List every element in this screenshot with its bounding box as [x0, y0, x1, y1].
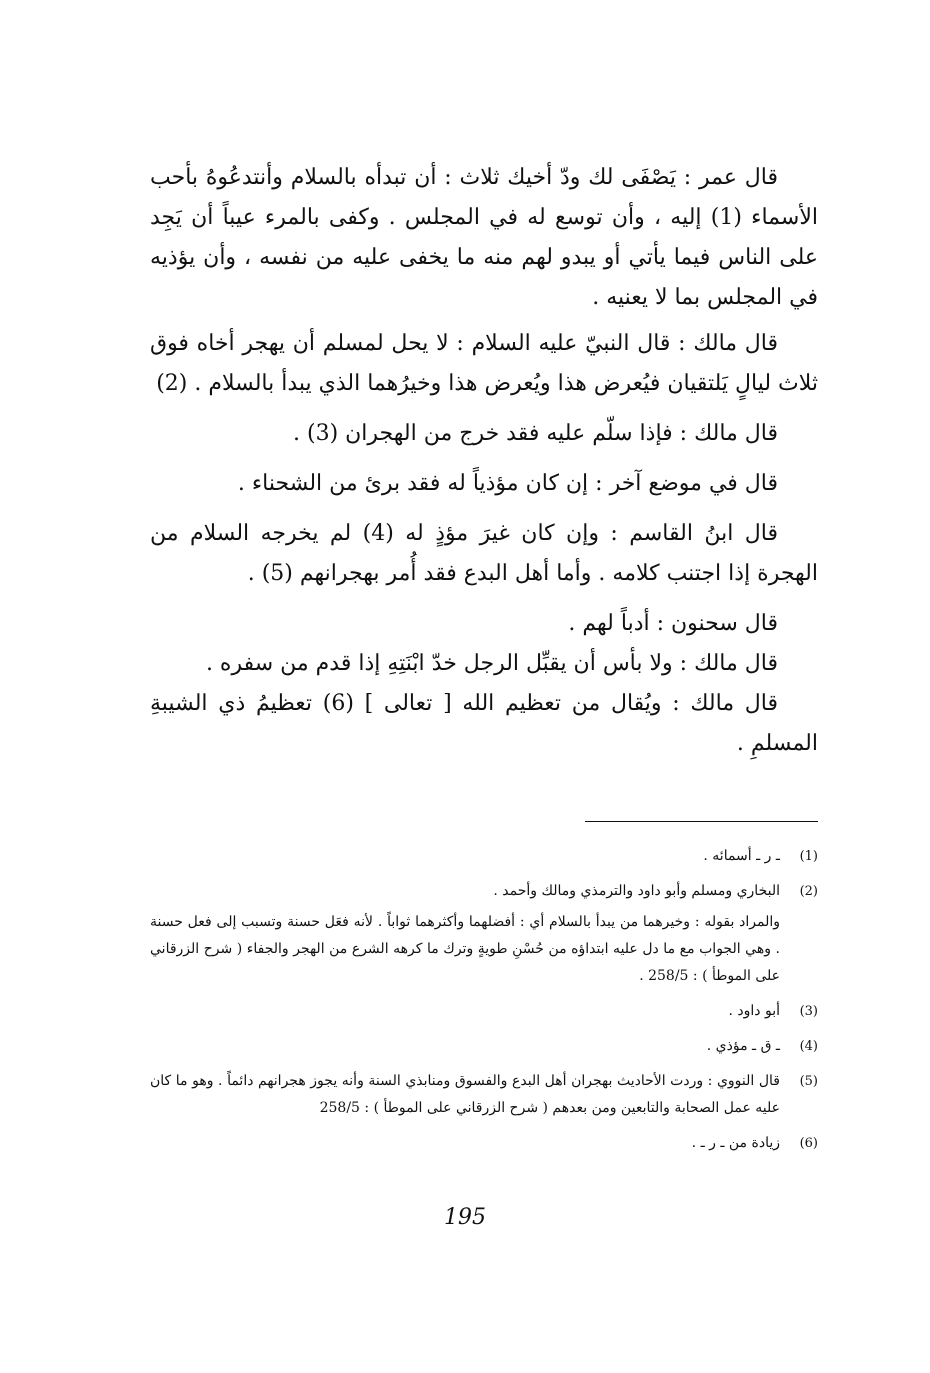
footnote-5: [150, 1068, 818, 1122]
page-number: 195: [444, 1205, 486, 1230]
paragraph-malik-hadith: قال مالك : قال النبيّ عليه السلام : لا يحل لمسلم أن يهجر أخاه فوق ثلاث ليالٍ يَلتقيان فيُعرض هذا ويُعرض هذا وخيرُهما الذي يبدأ بالسلام . (2): [150, 331, 818, 396]
paragraph-umar: قال عمر : يَصْفَى لك ودّ أخيك ثلاث : أن تبدأه بالسلام وأنتدعُوهُ بأحب الأسماء (1) إليه ، وأن توسع له في المجلس . وكفى بالمرء عيباً أن يَجِد على الناس فيما يأتي أو يبدو لهم منه ما يخفى عليه من نفسه ، وأن يؤذيه في المجلس بما لا يعنيه .: [150, 165, 818, 310]
footnote-text: والمراد بقوله : وخيرهما من يبدأ بالسلام أي : أفضلهما وأكثرهما ثواباً . لأنه فعَل حسنة وتسبب إلى فعل حسنة . وهي الجواب مع ما دل عليه ابتداؤه من حُسْنِ طويةٍ وترك ما كرهه الشرع من الهجر والجفاء ( شرح الزرقاني على الموطأ ) : 258/5 .: [150, 914, 780, 984]
footnote-3: [150, 998, 818, 1025]
footnote-text: أبو داود .: [728, 1003, 780, 1019]
footnote-text: قال النووي : وردت الأحاديث بهجران أهل البدع والفسوق ومنابذي السنة وأنه يجوز هجرانهم دائماً . وهو ما كان عليه عمل الصحابة والتابعين ومن بعدهم ( شرح الزرقاني على الموطأ ) : 258/5: [150, 1073, 780, 1116]
footnote-6: [150, 1130, 818, 1157]
footnote-number: (2): [799, 884, 818, 899]
paragraph-ibn-qasim: قال ابنُ القاسم : وإن كان غيرَ مؤذٍ له (4) لم يخرجه السلام من الهجرة إذا اجتنب كلامه . وأما أهل البدع فقد أُمر بهجرانهم (5) .: [150, 521, 818, 586]
footnote-1: [150, 843, 818, 870]
footnote-4: [150, 1033, 818, 1060]
footnote-number: (4): [799, 1039, 818, 1054]
paragraph-malik-kiss: قال مالك : ولا بأس أن يقبِّل الرجل خدّ ابْنَتِهِ إذا قدم من سفره .: [205, 651, 778, 676]
footnote-text: ـ ر ـ أسمائه .: [703, 848, 780, 864]
footnote-number: (3): [799, 1004, 818, 1019]
paragraph-sahnun: قال سحنون : أدباً لهم .: [568, 611, 778, 636]
footnote-2: [150, 878, 818, 905]
paragraph-malik-salam: قال مالك : فإذا سلّم عليه فقد خرج من الهجران (3) .: [293, 421, 778, 446]
footnote-number: (6): [799, 1136, 818, 1151]
footnote-number: (1): [799, 849, 818, 864]
paragraph-other-place: قال في موضع آخر : إن كان مؤذياً له فقد برئ من الشحناء .: [237, 471, 778, 496]
footnote-2-continuation: [150, 909, 818, 990]
paragraph-malik-elder: قال مالك : ويُقال من تعظيم الله [ تعالى ] (6) تعظيمُ ذي الشيبةِ المسلمِ .: [150, 691, 818, 756]
footnote-number: (5): [799, 1074, 818, 1089]
footnote-number: [780, 909, 818, 990]
main-text: [150, 158, 818, 764]
footnotes: [150, 843, 818, 1157]
footnote-text: زيادة من ـ ر ـ .: [691, 1135, 780, 1151]
footnote-text: ـ ق ـ مؤذي .: [706, 1038, 780, 1054]
footnote-text: البخاري ومسلم وأبو داود والترمذي ومالك وأحمد .: [493, 883, 780, 899]
footnote-separator: [585, 821, 818, 822]
